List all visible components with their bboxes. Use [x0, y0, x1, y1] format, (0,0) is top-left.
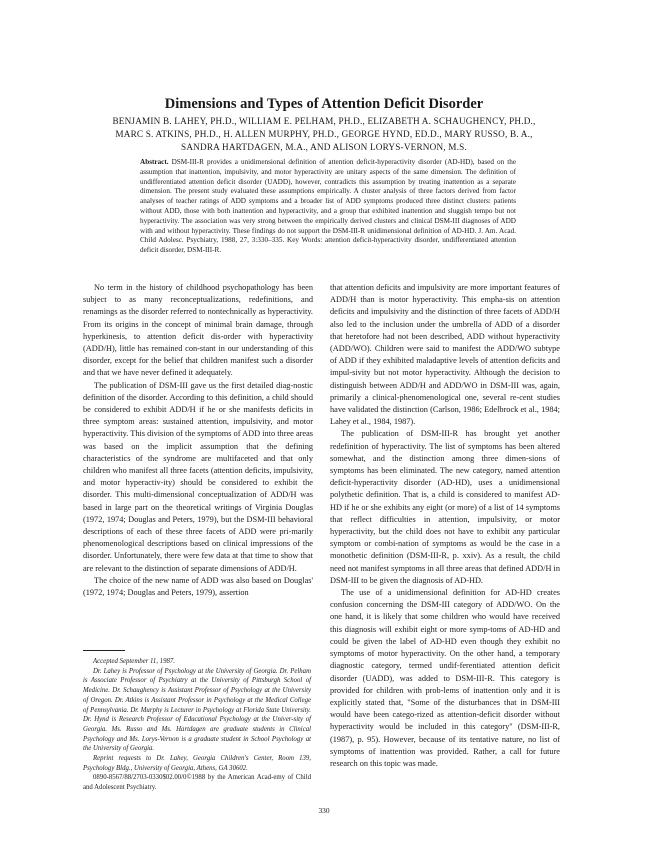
footnote	[83, 657, 311, 793]
footnote-copyright: 0890-8567/88/2703-0330$02.00/0©1988 by the American Acad-emy of Child and Adolescent Psychiatry.	[83, 774, 311, 792]
right-column	[330, 282, 560, 770]
body-paragraph: The publication of DSM-III-R has brought yet another redefinition of hyperactivity. The list of symptoms has been altered somewhat, and the distinction among three dimen-sions of symptoms has been eliminated. The new category, named attention deficit-hyperactivity disorder (AD-HD), uses a unidimensional polythetic definition. That is, a child is considered to manifest AD-HD if he or she exhibits any eight (or more) of a list of 14 symptoms that reflect difficulties in attention, impulsivity, or motor hyperactivity, but the child does not have to exhibit any particular symptom or combi-nation of symptoms as would be the case in a monothetic definition (DSM-III-R, p. xxiv). As a result, the child need not manifest symptoms in all three areas that defined ADD/H in DSM-III to be given the diagnosis of AD-HD.	[330, 429, 560, 585]
author-line: BENJAMIN B. LAHEY, PH.D., WILLIAM E. PELHAM, PH.D., ELIZABETH A. SCHAUGHENCY, PH.D.,	[112, 116, 536, 126]
footnote-divider	[83, 650, 125, 651]
author-line: SANDRA HARTDAGEN, M.A., AND ALISON LORYS-VERNON, M.S.	[181, 142, 467, 152]
footnote-accepted: Accepted September 11, 1987.	[93, 658, 175, 665]
body-paragraph: that attention deficits and impulsivity are more important features of ADD/H than is motor hyperactivity. This empha-sis on attention deficits and impulsivity and the distinction of three facets of ADD/H also led to the inclusion under the umbrella of ADD of a disorder that heretofore had not been described, ADD without hyperactivity (ADD/WO). Children were said to manifest the ADD/WO subtype of ADD if they exhibited maladaptive levels of attention deficits and impul-sivity but not motor hyperactivity. Although the decision to distinguish between ADD/H and ADD/WO in DSM-III was, again, primarily a clinical-phenomenological one, several re-cent studies have validated the distinction (Carlson, 1986; Edelbrock et al., 1984; Lahey et al., 1984, 1987).	[330, 283, 560, 427]
abstract	[140, 158, 516, 256]
page-number: 330	[318, 806, 330, 815]
author-list	[80, 115, 568, 154]
body-paragraph: The use of a unidimensional definition for AD-HD creates confusion concerning the DSM-III category of ADD/WO. On the one hand, it is likely that some children who would have received this diagnosis will exhibit eight or more symp-toms of AD-HD and could be given the label of AD-HD even though they exhibit no symptoms of motor hyperactivity. On the other hand, a temporary diagnostic category, termed undif-ferentiated attention deficit disorder (UADD), was added to DSM-III-R. This category is provided for children with prob-lems of inattention only and it is explicitly stated that, "Some of the disturbances that in DSM-III would have been catego-rized as attention-deficit disorder without hyperactivity would be included in this category" (DSM-III-R, (1987), p. 95). However, because of its tentative nature, no list of symptoms of inattention was provided. Rather, a call for future research on this topic was made.	[330, 588, 560, 768]
footnote-affiliations: Dr. Lahey is Professor of Psychology at the University of Georgia. Dr. Pelham is Associate Professor of Psychiatry at the University of Pittsburgh School of Medicine. Dr. Schaughency is Assistant Professor of Psychology at the University of Oregon. Dr. Atkins is Assistant Professor in Psychology at the Medical College of Pennsylvania. Dr. Murphy is Lecturer in Psychology at Florida State University. Dr. Hynd is Research Professor of Educational Psychology at the Univer-sity of Georgia. Ms. Russo and Ms. Hartdagen are graduate students in Clinical Psychology and Ms. Lorys-Vernon is a graduate student in School Psychology at the University of Georgia.	[83, 667, 311, 753]
body-paragraph: No term in the history of childhood psychopathology has been subject to as many reconceptualizations, redefinitions, and renamings as the disorder referred to nontechnically as hyperactivity. From its origins in the concept of minimal brain damage, through hyperkinesis, to attention deficit dis-order with hyperactivity (ADD/H), little has remained con-stant in our understanding of this disorder, except for the belief that children manifest such a disorder and that we have never defined it adequately.	[83, 283, 313, 378]
article-title: Dimensions and Types of Attention Deficit Disorder	[164, 96, 484, 112]
body-paragraph: The choice of the new name of ADD was also based on Douglas' (1972, 1974; Douglas and Peters, 1979), assertion	[83, 575, 313, 598]
left-column	[83, 282, 313, 599]
body-paragraph: The publication of DSM-III gave us the first detailed diag-nostic definition of the disorder. According to this definition, a child should be considered to exhibit ADD/H if he or she manifests deficits in three symptom areas: sustained attention, impulsivity, and motor hyperactivity. This division of the symptoms of ADD into three areas was based on the implicit assumption that the defining characteristics of the syndrome are multifaceted and that only children who manifest all three facets (attention deficits, impulsivity, and motor hyperactiv-ity) should be considered to exhibit the disorder. This multi-dimensional conceptualization of ADD/H was based in large part on the theoretical writings of Virginia Douglas (1972, 1974; Douglas and Peters, 1979), but the DSM-III behavioral descriptions of each of these three facets of ADD were pri-marily phenomenological descriptions based on clinical impressions of the disorder. Unfortunately, there were few data at that time to show that are relevant to the distinction of separate dimensions of ADD/H.	[83, 380, 313, 573]
footnote-reprints: Reprint requests to Dr. Lahey, Georgia Children's Center, Room 139, Psychology Bldg., University of Georgia, Athens, GA 30602.	[83, 755, 311, 772]
abstract-text: DSM-III-R provides a unidimensional definition of attention deficit-hyperactivity disorder (AD-HD), based on the assumption that inattention, impulsivity, and motor hyperactivity are unitary aspects of the same dimension. The definition of undifferentiated attention deficit disorder (UADD), however, contradicts this assumption by treating inattention as a separate dimension. The present study evaluated these assumptions empirically. A cluster analysis of three factors derived from factor analyses of teacher ratings of ADD symptoms and a broader list of ADD symptoms produced three distinct clusters: patients without ADD, those with both inattention and hyperactivity, and a group that exhibited inattention and sluggish tempo but not hyperactivity. The association was very strong between the empirically derived clusters and clinical DSM-III diagnoses of ADD with and without hyperactivity. These findings do not support the DSM-III-R unidimensional definition of AD-HD. J. Am. Acad. Child Adolesc. Psychiatry, 1988, 27, 3:330–335. Key Words: attention deficit-hyperactivity disorder, undifferentiated attention deficit disorder, DSM-III-R.	[140, 158, 517, 255]
author-line: MARC S. ATKINS, PH.D., H. ALLEN MURPHY, PH.D., GEORGE HYND, ED.D., MARY RUSSO, B. A.,	[115, 129, 533, 139]
abstract-label: Abstract.	[140, 158, 169, 166]
